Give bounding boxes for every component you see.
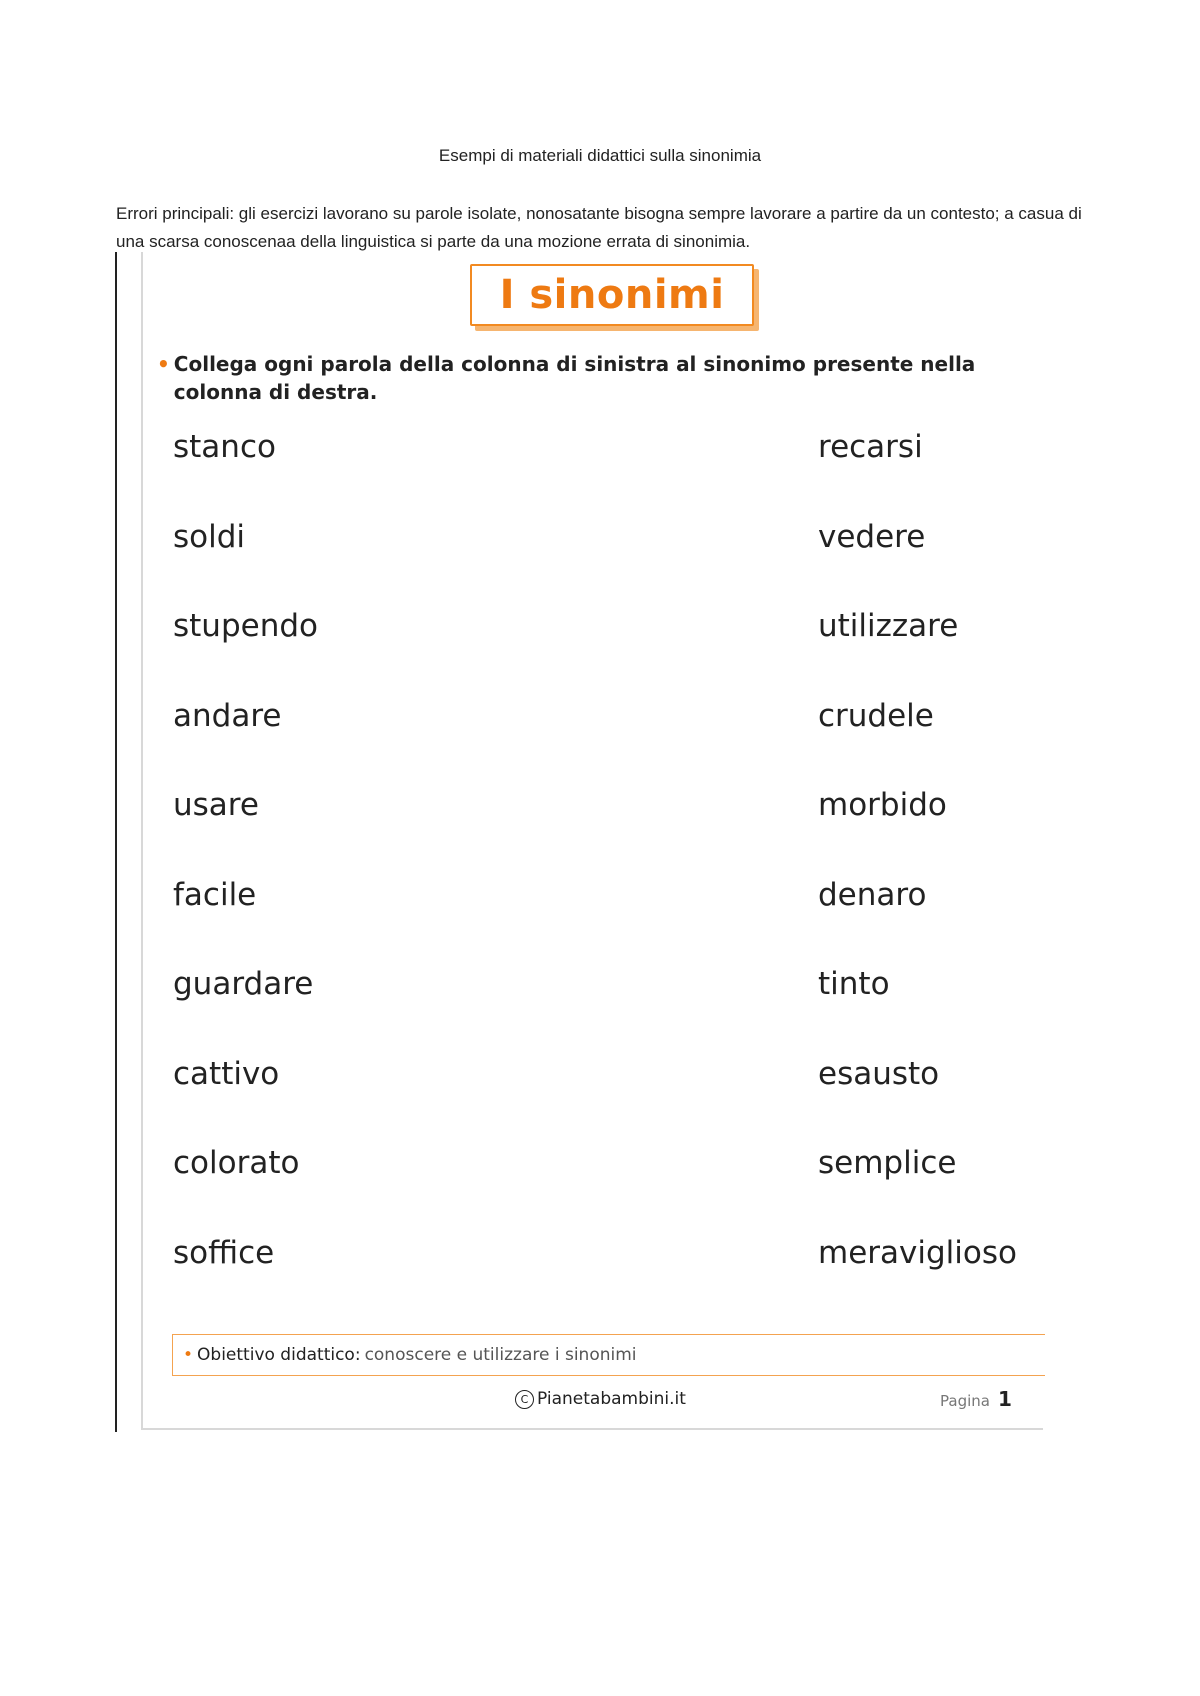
right-word-column [818, 429, 1017, 1327]
right-word: crudele [818, 697, 934, 734]
page-label: Pagina [940, 1392, 990, 1410]
left-word: andare [173, 697, 282, 734]
left-word: stanco [173, 429, 276, 465]
instruction-text: Collega ogni parola della colonna di sinistra al sinonimo presente nella colonna di destra. [173, 352, 976, 404]
left-word: colorato [173, 1145, 300, 1181]
right-word: esausto [818, 1055, 940, 1092]
left-word-column [173, 429, 318, 1327]
left-word: soffice [173, 1234, 275, 1271]
worksheet-image [141, 252, 1043, 1430]
left-word: cattivo [173, 1055, 280, 1092]
orange-bullet-icon: • [183, 1345, 194, 1365]
right-word: vedere [818, 518, 926, 555]
right-word: recarsi [818, 429, 923, 465]
footer-page [940, 1387, 1012, 1411]
left-word: stupendo [173, 608, 318, 644]
left-word: guardare [173, 966, 314, 1002]
objective-text: conoscere e utilizzare i sinonimi [364, 1345, 637, 1365]
document-paragraph: Errori principali: gli esercizi lavorano su parole isolate, nonosatante bisogna sempre lavorare a partire da un contesto; a casua di una scarsa conoscenaa della linguistica si parte da una mozione errata di sinonimia. [116, 204, 1082, 251]
orange-bullet-icon: • [157, 352, 170, 376]
right-word: semplice [818, 1145, 957, 1181]
right-word: morbido [818, 787, 947, 823]
left-word: soldi [173, 518, 246, 555]
worksheet-title-box [470, 264, 754, 326]
document-title: Esempi di materiali didattici sulla sinonimia [438, 146, 762, 165]
footer-site-name: Pianetabambini.it [537, 1389, 686, 1409]
footer-site [515, 1389, 686, 1409]
right-word: denaro [818, 876, 927, 913]
copyright-icon: C [515, 1390, 534, 1409]
page-number: 1 [997, 1387, 1012, 1411]
worksheet-instruction [157, 350, 1037, 406]
left-word: facile [173, 876, 257, 913]
right-word: meraviglioso [818, 1234, 1017, 1271]
left-word: usare [173, 787, 259, 823]
objective-box [172, 1334, 1045, 1376]
embedded-image-left-border [115, 252, 117, 1432]
right-word: utilizzare [818, 608, 959, 644]
right-word: tinto [818, 966, 890, 1002]
objective-label: Obiettivo didattico: [197, 1345, 361, 1365]
worksheet-title: I sinonimi [499, 272, 725, 318]
